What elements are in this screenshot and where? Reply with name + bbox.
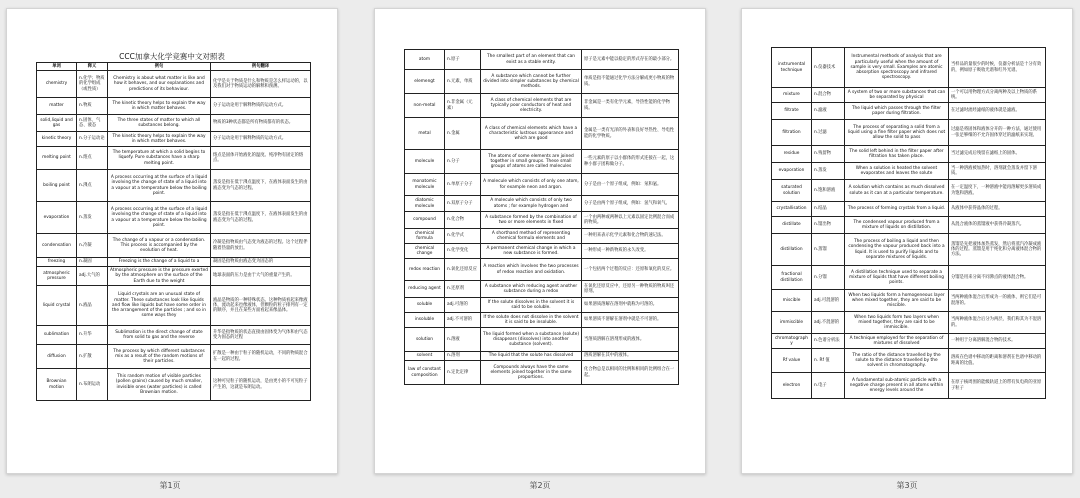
translation-cell: 分馏是用来分离不同沸点的液体混合物。 <box>949 266 1046 290</box>
term-cell: chemical change <box>405 244 445 259</box>
table-row <box>772 88 1046 103</box>
term-cell: molecule <box>405 150 445 174</box>
part-of-speech-cell: n.还原剂 <box>445 281 481 298</box>
table-row <box>405 352 679 361</box>
glossary-table <box>404 49 679 385</box>
term-cell: solvent <box>405 352 445 361</box>
term-cell: melting point <box>37 147 77 170</box>
part-of-speech-cell: n.化学式 <box>445 229 481 244</box>
header-example: 例句 <box>108 63 211 71</box>
part-of-speech-cell: n.分子 <box>445 150 481 174</box>
part-of-speech-cell: n.元素，单质 <box>445 70 481 94</box>
translation-cell: 一些元素的原子以小群体的形式连接在一起，这种小群子团称做分子。 <box>582 150 679 174</box>
term-cell: boiling point <box>37 170 77 202</box>
header-definition: 释义 <box>77 63 108 71</box>
table-row <box>405 328 679 352</box>
part-of-speech-cell: n.沸点 <box>77 170 108 202</box>
example-cell: A class of chemical elements that are typically poor conductors of heat and electricity. <box>481 94 582 118</box>
translation-cell: 这种可见粒子的随机运动，是由更小的不可见粒子产生的，这就是布朗运动。 <box>211 369 311 401</box>
example-cell: A process occurring at the surface of a liquid involving the change of state of a liquid into a vapour at a temperature below the boiling point. <box>108 170 211 202</box>
header-term: 单词 <box>37 63 77 71</box>
translation-cell: 当样品的量很少的时候，仪器分析法是十分有效的，例如原子吸收光谱和红外光谱。 <box>949 48 1046 88</box>
example-cell: The process of separating a solid from a liquid using a fine filter paper which does not allow the solid to pass <box>845 120 949 146</box>
page-caption-2: 第2页 <box>529 481 551 490</box>
table-row <box>37 258 311 267</box>
example-cell: The process of boiling a liquid and then condensing the vapour produced back into a liquid. It is used to purify liquids and to separate mixtures of liquids. <box>845 234 949 266</box>
translation-cell: 液晶是物质的一种特殊状态。这种物质看起来像液体，流动起来也像液体，但颗粒的粒子排列有一定的顺序，并且在某些方面看起来像晶体。 <box>211 286 311 326</box>
translation-cell: 当两种液体混合后形成为一的液体，则它们是可混溶的。 <box>949 290 1046 312</box>
term-cell: evaporation <box>37 202 77 234</box>
example-cell: A substance which reducing agent another substance during a redox <box>481 281 582 298</box>
part-of-speech-cell: n.化学；物质的化学组成（或性质） <box>77 71 108 98</box>
example-cell: A molecule which consists of only two atoms ; for example hydrogen and <box>481 196 582 212</box>
example-cell: A substance which cannot be further divided into simpler substances by chemical methods. <box>481 70 582 94</box>
part-of-speech-cell: n.氧化还原反应 <box>445 259 481 281</box>
part-of-speech-cell: n.原子 <box>445 50 481 70</box>
example-cell: Chemistry is about what matter is like and how it behaves, and our explanations and predictions of its behaviour. <box>108 71 211 98</box>
document-page-2 <box>374 8 706 474</box>
table-row <box>772 266 1046 290</box>
table-row <box>772 146 1046 163</box>
part-of-speech-cell: adj.可混溶的 <box>812 290 845 312</box>
translation-cell: 化学是关于物质是什么和物质是怎么样运动的，以及我们对于物质运动的解释和预测。 <box>211 71 311 98</box>
table-row <box>37 98 311 115</box>
part-of-speech-cell: n.混合物 <box>812 88 845 103</box>
term-cell: redox reaction <box>405 259 445 281</box>
example-cell: Freezing is the change of a liquid to a <box>108 258 211 267</box>
translation-cell: 分子是由两个原子组成，例如：氢气和氧气。 <box>582 196 679 212</box>
table-row <box>405 196 679 212</box>
part-of-speech-cell: n.电子 <box>812 373 845 399</box>
table-row <box>405 229 679 244</box>
part-of-speech-cell: n.蒸馏 <box>812 234 845 266</box>
table-row <box>772 290 1046 312</box>
term-cell: Rf value <box>772 349 812 373</box>
example-cell: The atoms of some elements are joined together in small groups. These small groups of atoms are called molecules <box>481 150 582 174</box>
term-cell: fractional distillation <box>772 266 812 290</box>
glossary-table <box>771 47 1046 399</box>
translation-cell: 蒸馏是先把液体加热蒸发，然后将蒸汽冷凝成液体的过程。蒸馏是用于纯化和分离液体混合物的方法。 <box>949 234 1046 266</box>
example-cell: The three states of matter to which all substances belong. <box>108 115 211 132</box>
part-of-speech-cell: n.蒸发 <box>77 202 108 234</box>
term-cell: non-metal <box>405 94 445 118</box>
part-of-speech-cell: n.非金属（元素） <box>445 94 481 118</box>
part-of-speech-cell: n.定比定律 <box>445 361 481 385</box>
table-row <box>772 373 1046 399</box>
part-of-speech-cell: adj.不混溶的 <box>812 312 845 334</box>
table-row <box>405 70 679 94</box>
part-of-speech-cell: n. Rf 值 <box>812 349 845 373</box>
term-cell: monatomic molecule <box>405 174 445 196</box>
term-cell: atom <box>405 50 445 70</box>
part-of-speech-cell: n.液晶 <box>77 286 108 326</box>
table-row <box>405 281 679 298</box>
term-cell: filtration <box>772 120 812 146</box>
part-of-speech-cell: n.单原子分子 <box>445 174 481 196</box>
term-cell: atmospheric pressure <box>37 267 77 286</box>
example-cell: The change of a vapour or a condensation. This process is accompanied by the evolution of heat. <box>108 234 211 258</box>
translation-cell: 凝固是指物质由液态变为固态的 <box>211 258 311 267</box>
translation-cell: 一个包括两个过程的反应：还原和氧化的反应。 <box>582 259 679 281</box>
term-cell: immiscible <box>772 312 812 334</box>
translation-cell: 当一种溶液被加热时，溶剂就会蒸发并留下溶质。 <box>949 163 1046 180</box>
table-row <box>772 163 1046 180</box>
translation-cell: 一个可以用物理方式分离两种及以上物质的系统。 <box>949 88 1046 103</box>
example-cell: The liquid which passes through the filter paper during filtration. <box>845 103 949 120</box>
term-cell: liquid crystal <box>37 286 77 326</box>
example-cell: Atmospheric pressure is the pressure exerted by the atmosphere on the surface of the Earth due to the weight <box>108 267 211 286</box>
translation-cell: 如果溶质不溶解在溶剂中就是不可溶的。 <box>582 313 679 328</box>
translation-cell: 在过滤时流经滤纸的液体就是滤液。 <box>949 103 1046 120</box>
table-row <box>772 312 1046 334</box>
term-cell: sublimation <box>37 326 77 345</box>
example-cell: A solution which contains as much dissolved solute as it can at a particular temperature. <box>845 180 949 202</box>
translation-cell: 扩散是一种由于粒子的随机运动，不同的物质混合在一起的过程。 <box>211 345 311 369</box>
example-cell: The process of forming crystals from a liquid. <box>845 202 949 217</box>
term-cell: kinetic theory <box>37 132 77 147</box>
part-of-speech-cell: n.过滤 <box>812 120 845 146</box>
page-title: CCC加拿大化学竞赛中文对照表 <box>119 52 225 61</box>
table-row <box>37 267 311 286</box>
translation-cell: 当两种液体混合后分为两层，我们称其为不混溶的。 <box>949 312 1046 334</box>
part-of-speech-cell: n.化学变化 <box>445 244 481 259</box>
translation-cell: 在一定温度下，一种溶液中能再溶解更多溶质成为饱和溶液。 <box>949 180 1046 202</box>
example-cell: If the solute dissolves in the solvent it is said to be soluble. <box>481 298 582 313</box>
term-cell: filtrate <box>772 103 812 120</box>
translation-cell: 一种形成一种新物质的永久改变。 <box>582 244 679 259</box>
translation-cell: 熔点是固体开始液化的温度。纯净物有固定的熔点。 <box>211 147 311 170</box>
translation-cell: 单质是指不能通过化学方法分解成更小物质的物质。 <box>582 70 679 94</box>
term-cell: evaporation <box>772 163 812 180</box>
table-row <box>405 212 679 229</box>
header-example-translation: 例句翻译 <box>211 63 311 71</box>
term-cell: insoluble <box>405 313 445 328</box>
example-cell: This random motion of visible particles (pollen grains) caused by much smaller, invisible ones (water particles) is called Brownian motion. <box>108 369 211 401</box>
term-cell: law of constant composition <box>405 361 445 385</box>
table-row <box>37 132 311 147</box>
table-row <box>37 170 311 202</box>
example-cell: A reaction which involves the two processes of redox reaction and oxidation. <box>481 259 582 281</box>
example-cell: When a solution is heated the solvent evaporates and leaves the solute <box>845 163 949 180</box>
translation-cell: 在原子核周围的能级轨道上的带有负电荷的亚原子粒子 <box>949 373 1046 399</box>
part-of-speech-cell: n.蒸发 <box>812 163 845 180</box>
term-cell: reducing agent <box>405 281 445 298</box>
example-cell: The liquid that the solute has dissolved <box>481 352 582 361</box>
term-cell: miscible <box>772 290 812 312</box>
example-cell: The ratio of the distance travelled by the solute to the distance travelled by the solvent in chromatography. <box>845 349 949 373</box>
translation-cell: 冷凝是指物质由气态变为液态的过程。这个过程伴随着热量的放出。 <box>211 234 311 258</box>
part-of-speech-cell: n.残留物 <box>812 146 845 163</box>
page-caption-3: 第3页 <box>896 481 918 490</box>
table-row <box>37 147 311 170</box>
term-cell: instrumental technique <box>772 48 812 88</box>
part-of-speech-cell: adj.可溶的 <box>445 298 481 313</box>
example-cell: A shorthand method of representing chemical formula elements and <box>481 229 582 244</box>
table-row <box>772 334 1046 349</box>
table-row <box>37 345 311 369</box>
part-of-speech-cell: n.扩散 <box>77 345 108 369</box>
table-row <box>772 103 1046 120</box>
table-row <box>37 369 311 401</box>
translation-cell: 如果溶质溶解在溶剂中就称为可溶的。 <box>582 298 679 313</box>
example-cell: A fundamental sub-atomic particle with a negative charge present in all atoms within energy levels around the <box>845 373 949 399</box>
table-row <box>772 202 1046 217</box>
example-cell: When two liquids form a homogeneous layer when mixed together, they are said to be miscible. <box>845 290 949 312</box>
example-cell: The temperature at which a solid begins to liquefy. Pure substances have a sharp melting point. <box>108 147 211 170</box>
translation-cell: 金属是一类有光泽的外表和良好导热性、导电性能的化学物质。 <box>582 118 679 150</box>
term-cell: chromatography <box>772 334 812 349</box>
part-of-speech-cell: n.冷凝 <box>77 234 108 258</box>
translation-cell: 一种用于分离溶解混合物的技术。 <box>949 334 1046 349</box>
table-row <box>37 115 311 132</box>
part-of-speech-cell: n.滤液 <box>812 103 845 120</box>
table-row <box>772 234 1046 266</box>
example-cell: A class of chemical elements which have a characteristic lustrous appearance and which are good <box>481 118 582 150</box>
table-row <box>772 180 1046 202</box>
example-cell: A technique employed for the separation of mixtures of dissolved <box>845 334 949 349</box>
table-row <box>37 286 311 326</box>
part-of-speech-cell: n.分馏 <box>812 266 845 290</box>
table-row <box>405 50 679 70</box>
example-cell: If the solute does not dissolve in the solvent it is said to be insoluble. <box>481 313 582 328</box>
part-of-speech-cell: adj.大气的 <box>77 267 108 286</box>
table-row <box>772 217 1046 234</box>
table-row <box>772 120 1046 146</box>
table-row <box>405 94 679 118</box>
table-row <box>405 361 679 385</box>
translation-cell: 蒸发是指在低于沸点温度下，在液体表面发生的由液态变为气态的过程。 <box>211 202 311 234</box>
translation-cell: 升华是指物质的状态直接由固体变为气体和由气态变为固态的过程 <box>211 326 311 345</box>
translation-cell: 分子运动论用于解释物质的运动方式。 <box>211 132 311 147</box>
example-cell: A system of two or more substances that can be separated by physical <box>845 88 949 103</box>
table-row <box>405 150 679 174</box>
term-cell: elemengt <box>405 70 445 94</box>
part-of-speech-cell: n.结晶 <box>812 202 845 217</box>
translation-cell: 原子是元素中能以稳定的形式存在的最小部分。 <box>582 50 679 70</box>
part-of-speech-cell: n.溶液 <box>445 328 481 352</box>
term-cell: crystallisation <box>772 202 812 217</box>
example-cell: A distillation technique used to separate a mixture of liquids that have different boiling points. <box>845 266 949 290</box>
table-row <box>37 326 311 345</box>
table-row <box>405 298 679 313</box>
part-of-speech-cell: adj.不可溶的 <box>445 313 481 328</box>
part-of-speech-cell: n.布朗运动 <box>77 369 108 401</box>
document-page-3 <box>741 8 1073 474</box>
table-row <box>405 118 679 150</box>
translation-cell: 溶质在色谱中移动的距离和溶剂在色谱中移动的距离的比值。 <box>949 349 1046 373</box>
part-of-speech-cell: n.物质 <box>77 98 108 115</box>
example-cell: When two liquids form two layers when mixed together, they are said to be immiscible. <box>845 312 949 334</box>
term-cell: distillation <box>772 234 812 266</box>
table-row <box>772 349 1046 373</box>
translation-cell: 从混合液体的蒸馏液中获得冷凝蒸汽。 <box>949 217 1046 234</box>
term-cell: matter <box>37 98 77 115</box>
translation-cell: 一个由两种或两种以上元素以固定比例混合而成的物质。 <box>582 212 679 229</box>
table-row <box>772 48 1046 88</box>
translation-cell: 蒸发是指在低于沸点温度下，在液体表面发生的由液态变为气态的过程。 <box>211 170 311 202</box>
part-of-speech-cell: n.固体、气态、液态 <box>77 115 108 132</box>
translation-cell: 化合物总是以相同的比例和相同的比例组合在一起。 <box>582 361 679 385</box>
translation-cell: 过滤是将固体和液体分开的一种方法，通过使用一张足够细的不允许固体穿过的滤纸来实现。 <box>949 120 1046 146</box>
term-cell: chemistry <box>37 71 77 98</box>
translation-cell: 一种用来表示化学元素和化合物的速记法。 <box>582 229 679 244</box>
table-row <box>37 202 311 234</box>
part-of-speech-cell: n.仪器技术 <box>812 48 845 88</box>
table-row <box>405 259 679 281</box>
translation-cell: 当过滤完成后残留在滤纸上的固体。 <box>949 146 1046 163</box>
table-row <box>405 174 679 196</box>
example-cell: A process occurring at the surface of a liquid involving the change of state of a liquid into a vapour at a temperature below the boiling point. <box>108 202 211 234</box>
term-cell: solid,liquid and gas <box>37 115 77 132</box>
example-cell: Compounds always have the same elements joined together in the same proportions. <box>481 361 582 385</box>
part-of-speech-cell: n.升华 <box>77 326 108 345</box>
translation-cell: 分子是由一个原子组成，例如：氖和氩。 <box>582 174 679 196</box>
term-cell: metal <box>405 118 445 150</box>
part-of-speech-cell: n.双原子分子 <box>445 196 481 212</box>
term-cell: soluble <box>405 298 445 313</box>
example-cell: A molecule which consists of only one atom, for example neon and argon. <box>481 174 582 196</box>
translation-cell: 非金属是一类有化学元素，导热性能的化学物质。 <box>582 94 679 118</box>
table-row <box>405 244 679 259</box>
example-cell: The smallest part of an element that can exist as a stable entity. <box>481 50 582 70</box>
term-cell: saturated solution <box>772 180 812 202</box>
table-row <box>37 234 311 258</box>
term-cell: chemical formula <box>405 229 445 244</box>
term-cell: distillate <box>772 217 812 234</box>
part-of-speech-cell: n.饱和溶液 <box>812 180 845 202</box>
term-cell: residue <box>772 146 812 163</box>
table-row <box>405 313 679 328</box>
example-cell: Sublimation is the direct change of state from solid to gas and the reverse <box>108 326 211 345</box>
example-cell: Instrumental methods of analysis that are particularly useful when the amount of sample is very small. Examples are atomic absorption spectroscopy and infrared spectroscopy. <box>845 48 949 88</box>
term-cell: mixture <box>772 88 812 103</box>
table-row <box>37 71 311 98</box>
part-of-speech-cell: n.凝固 <box>77 258 108 267</box>
translation-cell: 从液体中获得晶体的过程。 <box>949 202 1046 217</box>
translation-cell: 分子运动论用于解释物质的运动方式。 <box>211 98 311 115</box>
example-cell: The liquid formed when a substance (solute) disappears (dissolves) into another substance (solvent). <box>481 328 582 352</box>
translation-cell: 溶质溶解在其中的液体。 <box>582 352 679 361</box>
translation-cell: 当溶质溶解在溶剂形成的液体。 <box>582 328 679 352</box>
term-cell: diffusion <box>37 345 77 369</box>
example-cell: The condensed vapour produced from a mixture of liquids on distillation. <box>845 217 949 234</box>
part-of-speech-cell: n.分子运动论 <box>77 132 108 147</box>
part-of-speech-cell: n.金属 <box>445 118 481 150</box>
part-of-speech-cell: n.馏出物 <box>812 217 845 234</box>
translation-cell: 地球表面的压力是由于大气的重量产生的。 <box>211 267 311 286</box>
term-cell: solution <box>405 328 445 352</box>
example-cell: A permanent chemical change in which a new substance is formed. <box>481 244 582 259</box>
part-of-speech-cell: n.熔点 <box>77 147 108 170</box>
part-of-speech-cell: n.溶剂 <box>445 352 481 361</box>
example-cell: The solid left behind in the filter paper after filtration has taken place. <box>845 146 949 163</box>
glossary-table <box>36 62 311 401</box>
term-cell: compound <box>405 212 445 229</box>
translation-cell: 物质的3种状态都是所有物质都有的状态。 <box>211 115 311 132</box>
term-cell: diatomic molecule <box>405 196 445 212</box>
term-cell: Brownian motion <box>37 369 77 401</box>
document-page-1 <box>6 8 338 474</box>
part-of-speech-cell: n.色谱分析法 <box>812 334 845 349</box>
part-of-speech-cell: n.化合物 <box>445 212 481 229</box>
term-cell: condensation <box>37 234 77 258</box>
example-cell: A substance formed by the combination of two or more elements in fixed <box>481 212 582 229</box>
example-cell: Liquid crystals are an unusual state of matter. These substances look like liquids and flow like liquids but have some order in the arrangement of the particles ; and so in some ways they <box>108 286 211 326</box>
table-header-row <box>37 63 311 71</box>
translation-cell: 在氧化还原反应中，还原另一种物质的物质叫还原剂。 <box>582 281 679 298</box>
term-cell: electron <box>772 373 812 399</box>
example-cell: The kinetic theory helps to explain the way in which matter behaves. <box>108 98 211 115</box>
term-cell: freezing <box>37 258 77 267</box>
page-caption-1: 第1页 <box>159 481 181 490</box>
example-cell: The kinetic theory helps to explain the way in which matter behaves. <box>108 132 211 147</box>
example-cell: The process by which different substances mix as a result of the random motions of their particles. <box>108 345 211 369</box>
